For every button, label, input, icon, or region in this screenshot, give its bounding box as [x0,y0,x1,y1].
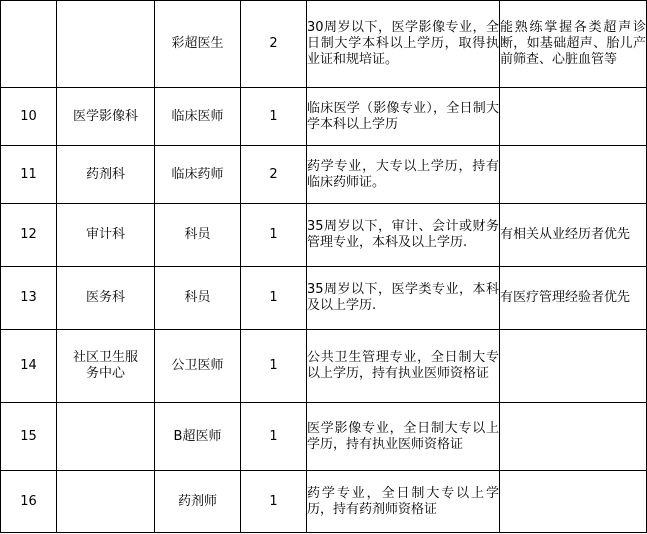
row-number-cell: 16 [1,471,57,533]
headcount-cell: 2 [241,146,307,204]
note-cell: 能熟练掌握各类超声诊断，如基础超声、胎儿产前筛查、心脏血管等 [500,1,647,88]
row-number-cell: 13 [1,267,57,330]
row-number-cell [1,1,57,88]
note-cell [500,88,647,146]
department-cell [57,471,155,533]
requirement-cell: 公共卫生管理专业，全日制大专以上学历，持有执业医师资格证 [307,330,500,403]
headcount-cell: 1 [241,88,307,146]
note-cell: 有医疗管理经验者优先 [500,267,647,330]
note-cell [500,471,647,533]
position-cell: 科员 [155,204,241,267]
requirement-cell: 35周岁以下，审计、会计或财务管理专业，本科及以上学历. [307,204,500,267]
department-cell: 医学影像科 [57,88,155,146]
department-cell: 药剂科 [57,146,155,204]
note-cell [500,403,647,471]
headcount-cell: 1 [241,471,307,533]
position-cell: 科员 [155,267,241,330]
requirement-cell: 30周岁以下，医学影像专业，全日制大学本科以上学历，取得执业证和规培证。 [307,1,500,88]
headcount-cell: 1 [241,267,307,330]
department-cell: 医务科 [57,267,155,330]
requirement-cell: 医学影像专业，全日制大专以上学历，持有执业医师资格证 [307,403,500,471]
note-cell [500,330,647,403]
row-number-cell: 11 [1,146,57,204]
requirement-cell: 35周岁以下，医学类专业，本科及以上学历. [307,267,500,330]
requirement-cell: 药学专业，大专以上学历，持有临床药师证。 [307,146,500,204]
requirement-cell: 药学专业，全日制大专以上学历，持有药剂师资格证 [307,471,500,533]
position-cell: 彩超医生 [155,1,241,88]
requirement-cell: 临床医学（影像专业），全日制大学本科以上学历 [307,88,500,146]
department-cell: 审计科 [57,204,155,267]
row-number-cell: 10 [1,88,57,146]
row-number-cell: 14 [1,330,57,403]
table-row [1,1,647,88]
table-row [1,330,647,403]
headcount-cell: 1 [241,204,307,267]
row-number-cell: 15 [1,403,57,471]
headcount-cell: 1 [241,330,307,403]
table-row [1,403,647,471]
position-cell: 临床医师 [155,88,241,146]
department-cell [57,1,155,88]
table-row [1,88,647,146]
note-cell: 有相关从业经历者优先 [500,204,647,267]
headcount-cell: 1 [241,403,307,471]
position-cell: 临床药师 [155,146,241,204]
position-cell: B超医师 [155,403,241,471]
table-row [1,267,647,330]
row-number-cell: 12 [1,204,57,267]
department-cell: 社区卫生服务中心 [57,330,155,403]
note-cell [500,146,647,204]
department-cell [57,403,155,471]
headcount-cell: 2 [241,1,307,88]
table-row [1,146,647,204]
table-row [1,471,647,533]
table-row [1,204,647,267]
position-cell: 药剂师 [155,471,241,533]
position-cell: 公卫医师 [155,330,241,403]
